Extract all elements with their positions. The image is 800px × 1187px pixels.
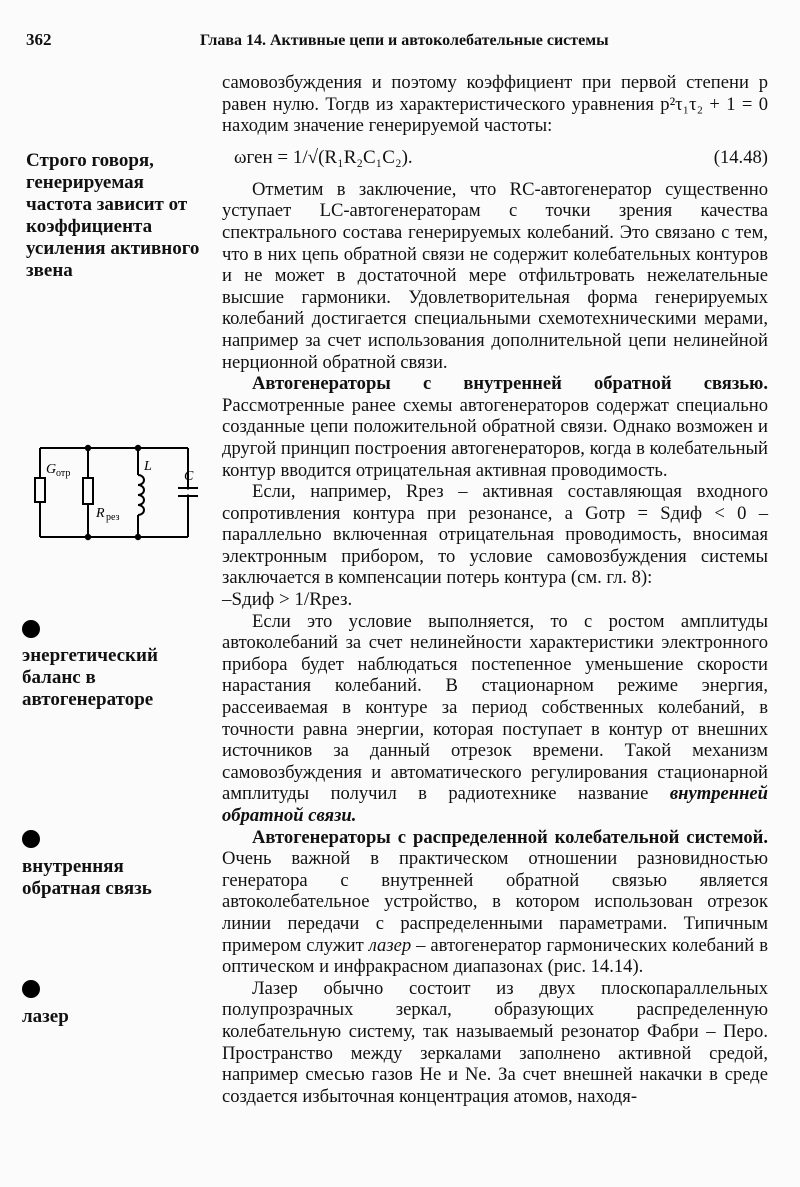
paragraph-text: – автогенератор гармонических колебаний в оптическом и инфракрасном диапазонах (рис. 14.14). <box>222 934 768 978</box>
formula: ωген = 1/√(R₁R₂C₁C₂). <box>234 146 413 168</box>
condition-formula: –Sдиф > 1/Rрез. <box>222 589 353 611</box>
paragraph <box>222 827 768 978</box>
margin-note: Строго говоря, генерируемая частота зависит от коэффициента усиления активного звена <box>26 150 200 281</box>
l-label: L <box>144 459 152 474</box>
paragraph: Лазер обычно состоит из двух плоскопараллельных полупрозрачных зеркал, образующих распределенную колебательную систему, так называемый резонатор Фабри – Перо. Пространство между зеркалами заполнено активной средой, например смесью газов He и Ne. За счет внешней накачки в среде создается избыточная концентрация атомов, находя- <box>222 977 768 1107</box>
running-title: Глава 14. Активные цепи и автоколебательные системы <box>200 32 609 49</box>
paragraph-text: Очень важной в практическом отношении разновидностью генератора с внутренней обратной связью является автоколебательное устройство, в котором использован отрезок линии передачи с распределенными параметрами. Типичным примером служит <box>222 848 768 956</box>
margin-label-laser: лазер <box>22 1006 69 1027</box>
emphasis: внутренней обратной связи. <box>222 783 768 826</box>
g-otr-label: G <box>46 462 57 477</box>
margin-label-energy: энергетический баланс в автогенераторе <box>22 645 158 710</box>
emphasis: лазер <box>368 934 412 956</box>
r-rez-label: R <box>96 506 105 521</box>
main-text <box>222 72 768 1107</box>
paragraph-text: Рассмотренные ранее схемы автогенераторов содержат специально созданные цепи положительной обратной связи. Однако возможен и другой принцип построения автогенераторов, когда в колебательный контур вводится отрицательная активная проводимость. <box>222 394 768 481</box>
formula-number: (14.48) <box>713 146 768 168</box>
paragraph <box>222 611 768 827</box>
paragraph: Если, например, Rрез – активная составляющая входного сопротивления контура при резонансе, а Gотр = Sдиф < 0 – параллельно включенная отрицательная проводимость, вносимая электронным прибором, то условие самовозбуждения системы заключается в компенсации потерь контура (см. гл. 8): <box>222 481 768 589</box>
lc-circuit-diagram <box>30 440 200 550</box>
paragraph <box>222 373 768 481</box>
section-heading: Автогенераторы с внутренней обратной связью. <box>252 373 768 395</box>
margin-label-feedback: внутренняя обратная связь <box>22 856 152 899</box>
margin-bullet <box>22 830 40 848</box>
g-otr-sub: отр <box>56 468 71 479</box>
margin-bullet <box>22 620 40 638</box>
r-rez-sub: рез <box>106 512 120 523</box>
formula-14-48 <box>228 143 768 175</box>
page-number: 362 <box>26 30 52 49</box>
paragraph: самовозбуждения и поэтому коэффициент при первой степени p равен нулю. Тогдв из характеристического уравнения p²τ₁τ₂ + 1 = 0 находим значение генерируемой частоты: <box>222 72 768 137</box>
paragraph-text: Если это условие выполняется, то с ростом амплитуды автоколебаний за счет нелинейности характеристики электронного прибора будет наблюдаться постепенное уменьшение скорости нарастания колебаний. В стационарном режиме энергия, рассеиваемая в контуре за период собственных колебаний, в точности равна энергии, которая поступает в контур от внешних источников за данный отрезок времени. Такой механизм самовозбуждения и автоматического регулирования стационарной амплитуды получил в радиотехнике название <box>222 610 768 805</box>
section-heading: Автогенераторы с распределенной колебательной системой. <box>252 826 768 848</box>
margin-bullet <box>22 980 40 998</box>
c-label: C <box>184 469 194 484</box>
paragraph: Отметим в заключение, что RC-автогенератор существенно уступает LC-автогенераторам с точки зрения качества спектрального состава генерируемых колебаний. Это связано с тем, что в них цепь обратной связи не содержит колебательных контуров и не может в достаточной мере отфильтровать нежелательные высшие гармоники. Удовлетворительная форма генерируемых колебаний достигается специальными схемотехническими мерами, например за счет использования дополнительной цепи нелинейной нерционной обратной связи. <box>222 178 768 373</box>
